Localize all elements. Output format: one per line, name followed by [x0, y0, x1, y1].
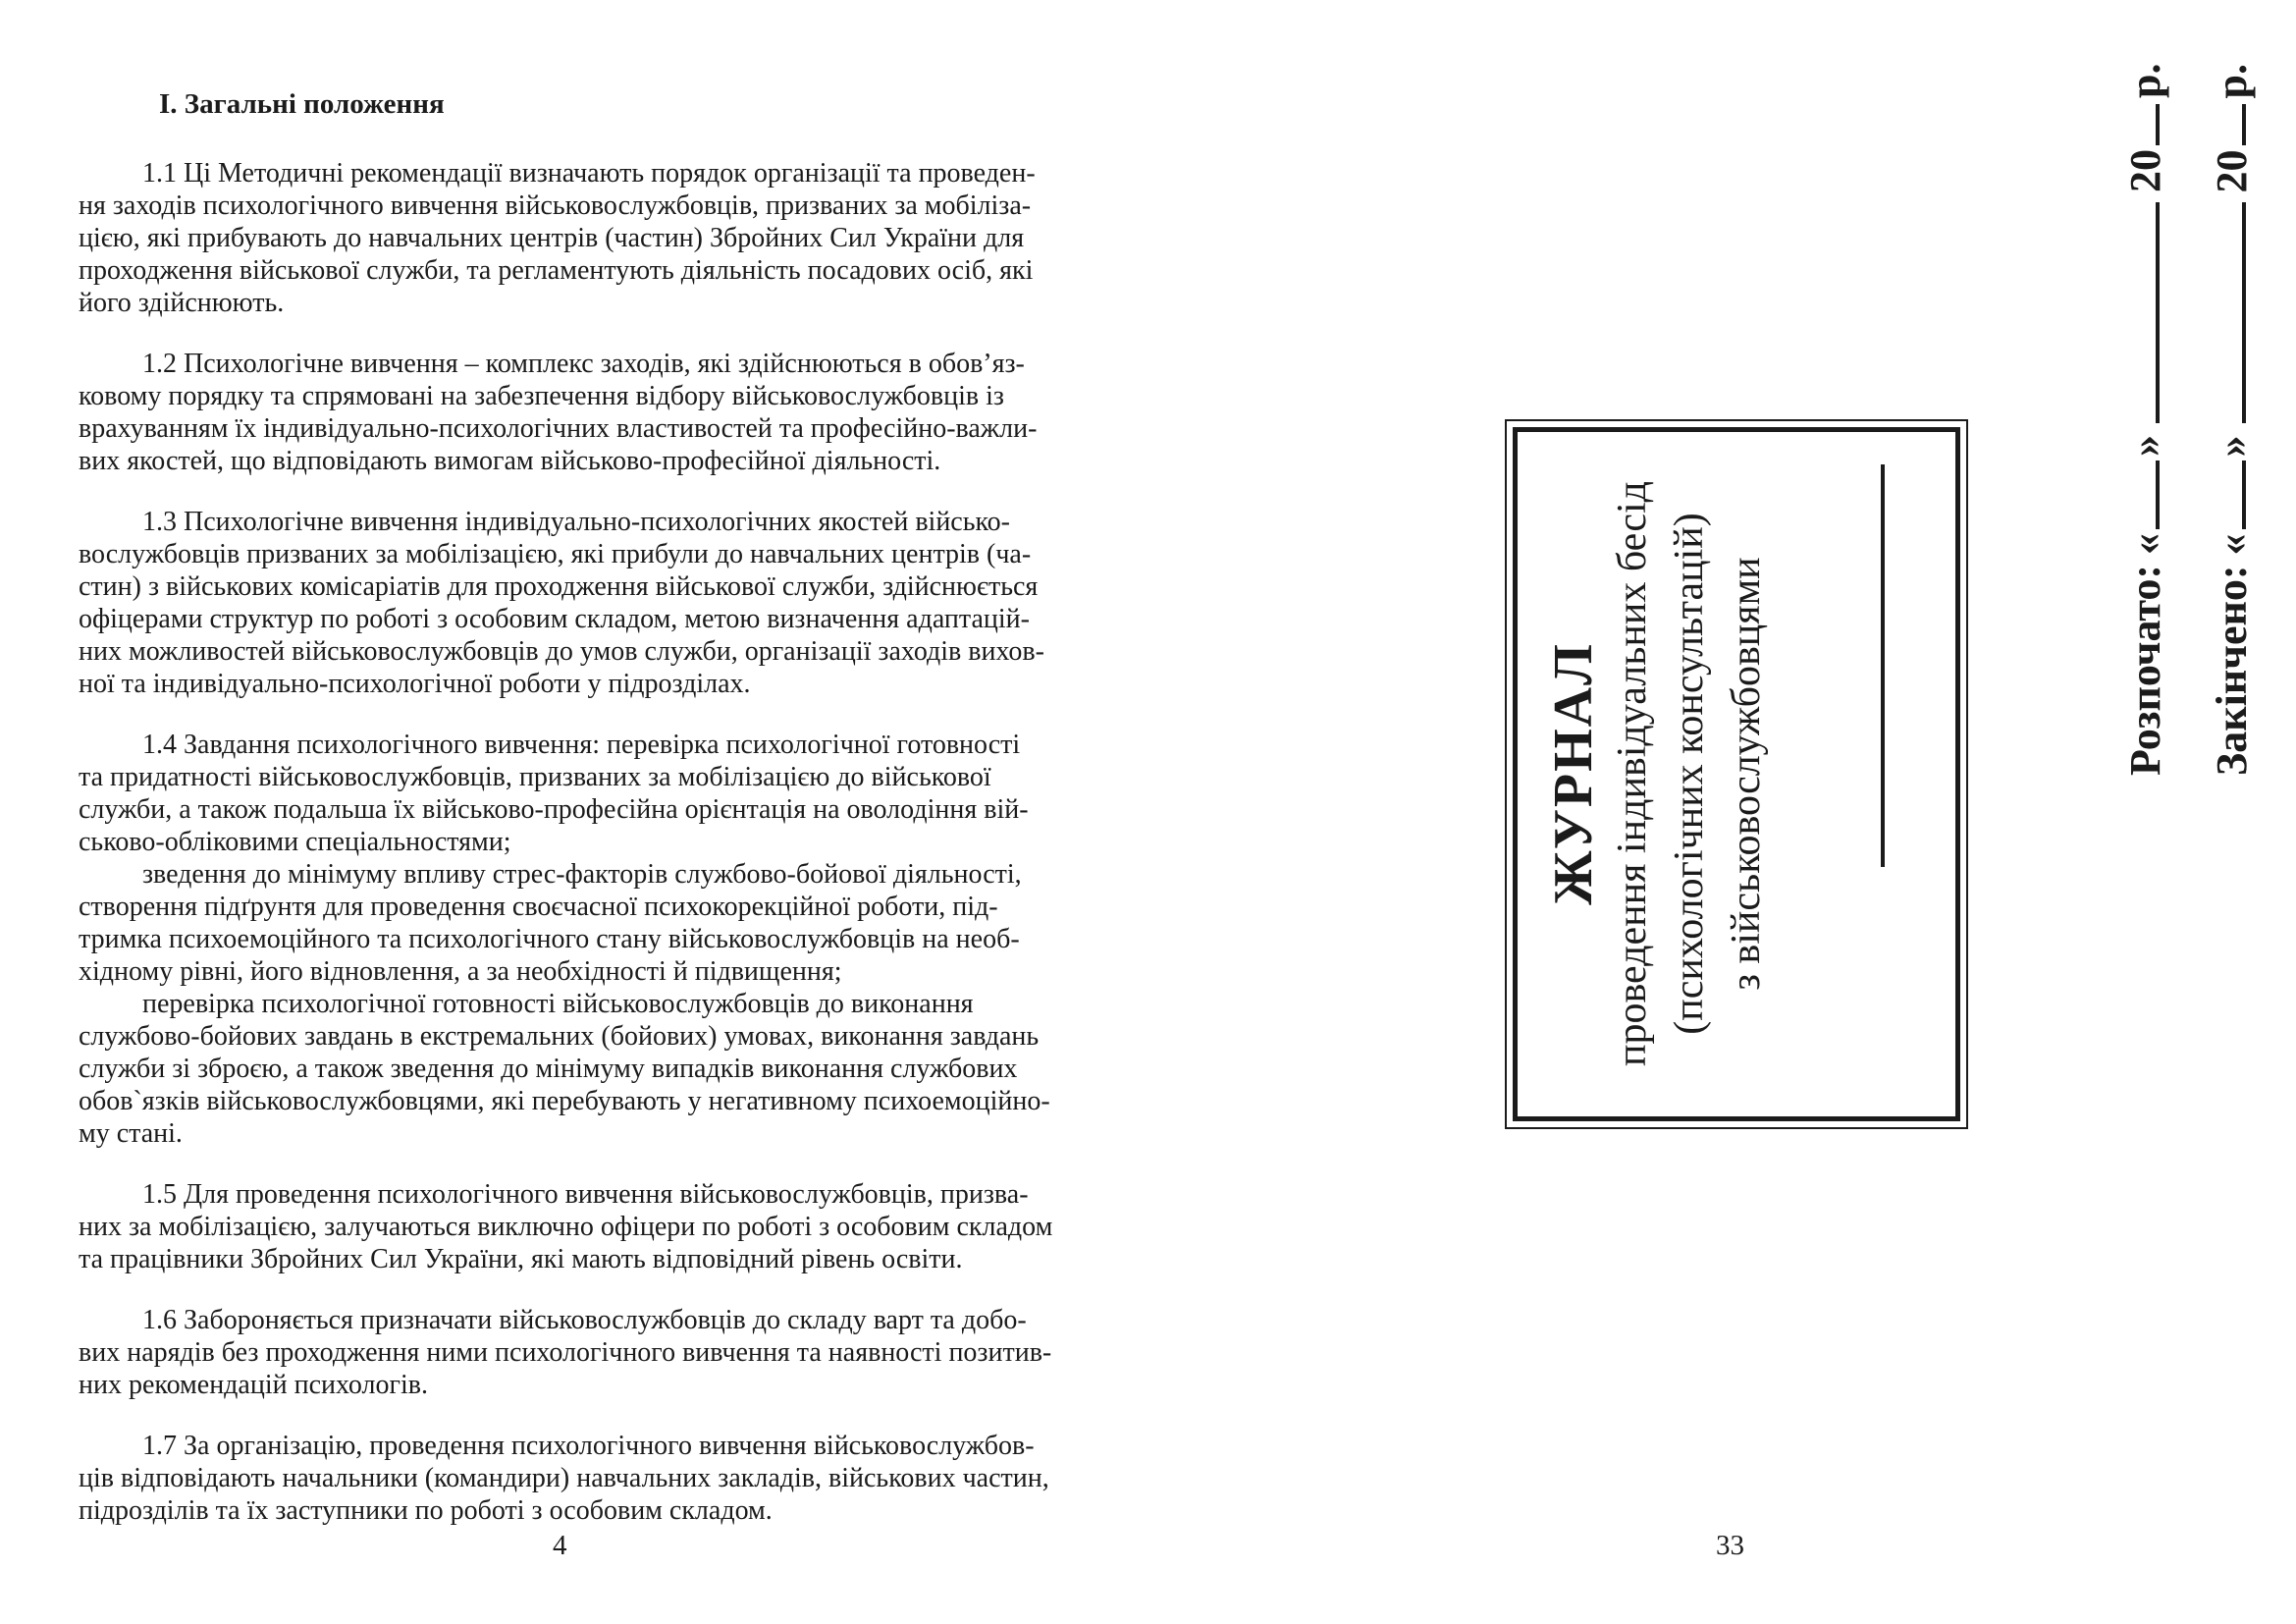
- text-line: обов`язків військовослужбовцями, які перебувають у негативному психоемоційно-: [79, 1086, 1050, 1116]
- text-line: та придатності військовослужбовців, призваних за мобілізацією до військової: [79, 762, 991, 792]
- started-label: Розпочато:: [2121, 564, 2169, 776]
- text-line: служби зі зброєю, а також зведення до мінімуму випадків виконання службових: [79, 1054, 1018, 1084]
- finished-year-suffix: р.: [2208, 64, 2256, 99]
- text-line: проходження військової служби, та регламентують діяльність посадових осіб, які: [79, 255, 1034, 286]
- started-month-blank: [2154, 202, 2160, 423]
- text-line: них за мобілізацією, залучаються виключно офіцери по роботі з особовим складом: [79, 1212, 1053, 1242]
- text-line: офіцерами структур по роботі з особовим складом, метою визначення адаптацій-: [79, 604, 1030, 634]
- text-line: ковому порядку та спрямовані на забезпечення відбору військовослужбовців із: [79, 381, 1004, 411]
- text-line: вих якостей, що відповідають вимогам військово-професійної діяльності.: [79, 446, 941, 476]
- finished-line: [2189, 59, 2275, 776]
- text-line: тримка психоемоційного та психологічного стану військовослужбовців на необ-: [79, 924, 1020, 954]
- text-line: ної та індивідуально-психологічної роботи у підрозділах.: [79, 669, 751, 699]
- text-line: 1.1 Ці Методичні рекомендації визначають порядок організації та проведен-: [142, 158, 1036, 189]
- text-line: зведення до мінімуму впливу стрес-факторів службово-бойової діяльності,: [142, 859, 1022, 890]
- started-line: [2103, 59, 2189, 776]
- journal-title: ЖУРНАЛ: [1543, 642, 1604, 905]
- text-line: перевірка психологічної готовності військовослужбовців до виконання: [142, 989, 974, 1019]
- open-quote: «: [2208, 533, 2256, 556]
- text-line: цією, які прибувають до навчальних центрів (частин) Збройних Сил України для: [79, 223, 1025, 253]
- text-line: 1.6 Забороняється призначати військовослужбовців до складу варт та добо-: [142, 1305, 1027, 1335]
- journal-subtitle-line-3: з військовослужбовцями: [1724, 557, 1769, 991]
- page-number-left: 4: [553, 1530, 567, 1561]
- finished-label: Закінчено:: [2208, 565, 2256, 776]
- paragraph: [79, 157, 1060, 319]
- text-line: врахуванням їх індивідуально-психологічних властивостей та професійно-важли-: [79, 413, 1038, 444]
- text-line: служби, а також подальша їх військово-професійна орієнтація на оволодіння вій-: [79, 794, 1029, 825]
- text-line: му стані.: [79, 1118, 183, 1149]
- text-line: них рекомендацій психологів.: [79, 1370, 429, 1400]
- started-year-prefix: 20: [2121, 148, 2169, 192]
- text-line: 1.7 За організацію, проведення психологічного вивчення військовослужбов-: [142, 1431, 1035, 1461]
- paragraph: [79, 506, 1060, 700]
- text-line: 1.5 Для проведення психологічного вивчення військовослужбовців, призва-: [142, 1179, 1029, 1210]
- paragraph: [79, 1304, 1060, 1401]
- journal-subtitle-line-2: (психологічних консультацій): [1667, 513, 1712, 1035]
- journal-cover-rotated-text: [1516, 430, 1957, 1117]
- paragraph: [79, 1430, 1060, 1527]
- journal-dates-rotated-block: [2103, 59, 2275, 776]
- started-year-blank: [2154, 104, 2160, 145]
- section-heading: І. Загальні положення: [159, 88, 445, 120]
- journal-blank-fill-line: [1881, 464, 1885, 867]
- text-line: ців відповідають начальники (командири) навчальних закладів, військових частин,: [79, 1463, 1049, 1493]
- close-quote: »: [2121, 434, 2169, 457]
- text-line: створення підґрунтя для проведення своєчасної психокорекційної роботи, під-: [79, 892, 998, 922]
- text-line: хідному рівні, його відновлення, а за необхідності й підвищення;: [79, 956, 842, 987]
- finished-year-blank: [2240, 105, 2246, 146]
- text-line: 1.2 Психологічне вивчення – комплекс заходів, які здійснюються в обов’яз-: [142, 349, 1025, 379]
- text-line: ськово-обліковими спеціальностями;: [79, 827, 511, 857]
- text-line: та працівники Збройних Сил України, які мають відповідний рівень освіти.: [79, 1244, 963, 1274]
- finished-day-blank: [2240, 461, 2246, 530]
- page-number-right: 33: [1716, 1530, 1744, 1561]
- paragraph: [79, 1178, 1060, 1275]
- started-day-blank: [2154, 460, 2160, 529]
- open-quote: «: [2121, 532, 2169, 555]
- text-line: ня заходів психологічного вивчення військовослужбовців, призваних за мобіліза-: [79, 190, 1032, 221]
- paragraphs: [79, 157, 1060, 1527]
- close-quote: »: [2208, 435, 2256, 458]
- paragraph: [79, 348, 1060, 477]
- text-line: службово-бойових завдань в екстремальних (бойових) умовах, виконання завдань: [79, 1021, 1040, 1052]
- text-line: стин) з військових комісаріатів для проходження військової служби, здійснюється: [79, 571, 1039, 602]
- text-line: його здійснюють.: [79, 288, 285, 318]
- text-line: підрозділів та їх заступники по роботі з особовим складом.: [79, 1495, 773, 1526]
- left-page-text-column: [79, 88, 1060, 1527]
- text-line: вих нарядів без проходження ними психологічного вивчення та наявності позитив-: [79, 1337, 1052, 1368]
- text-line: них можливостей військовослужбовців до умов служби, організації заходів вихов-: [79, 636, 1044, 667]
- finished-year-prefix: 20: [2208, 149, 2256, 193]
- text-line: вослужбовців призваних за мобілізацією, які прибули до навчальних центрів (ча-: [79, 539, 1032, 569]
- text-line: 1.4 Завдання психологічного вивчення: перевірка психологічної готовності: [142, 730, 1021, 760]
- started-year-suffix: р.: [2121, 63, 2169, 98]
- text-line: 1.3 Психологічне вивчення індивідуально-психологічних якостей військо-: [142, 507, 1011, 537]
- paragraph: [79, 729, 1060, 1150]
- journal-subtitle-line-1: проведення індивідуальних бесід: [1610, 481, 1655, 1066]
- finished-month-blank: [2240, 203, 2246, 424]
